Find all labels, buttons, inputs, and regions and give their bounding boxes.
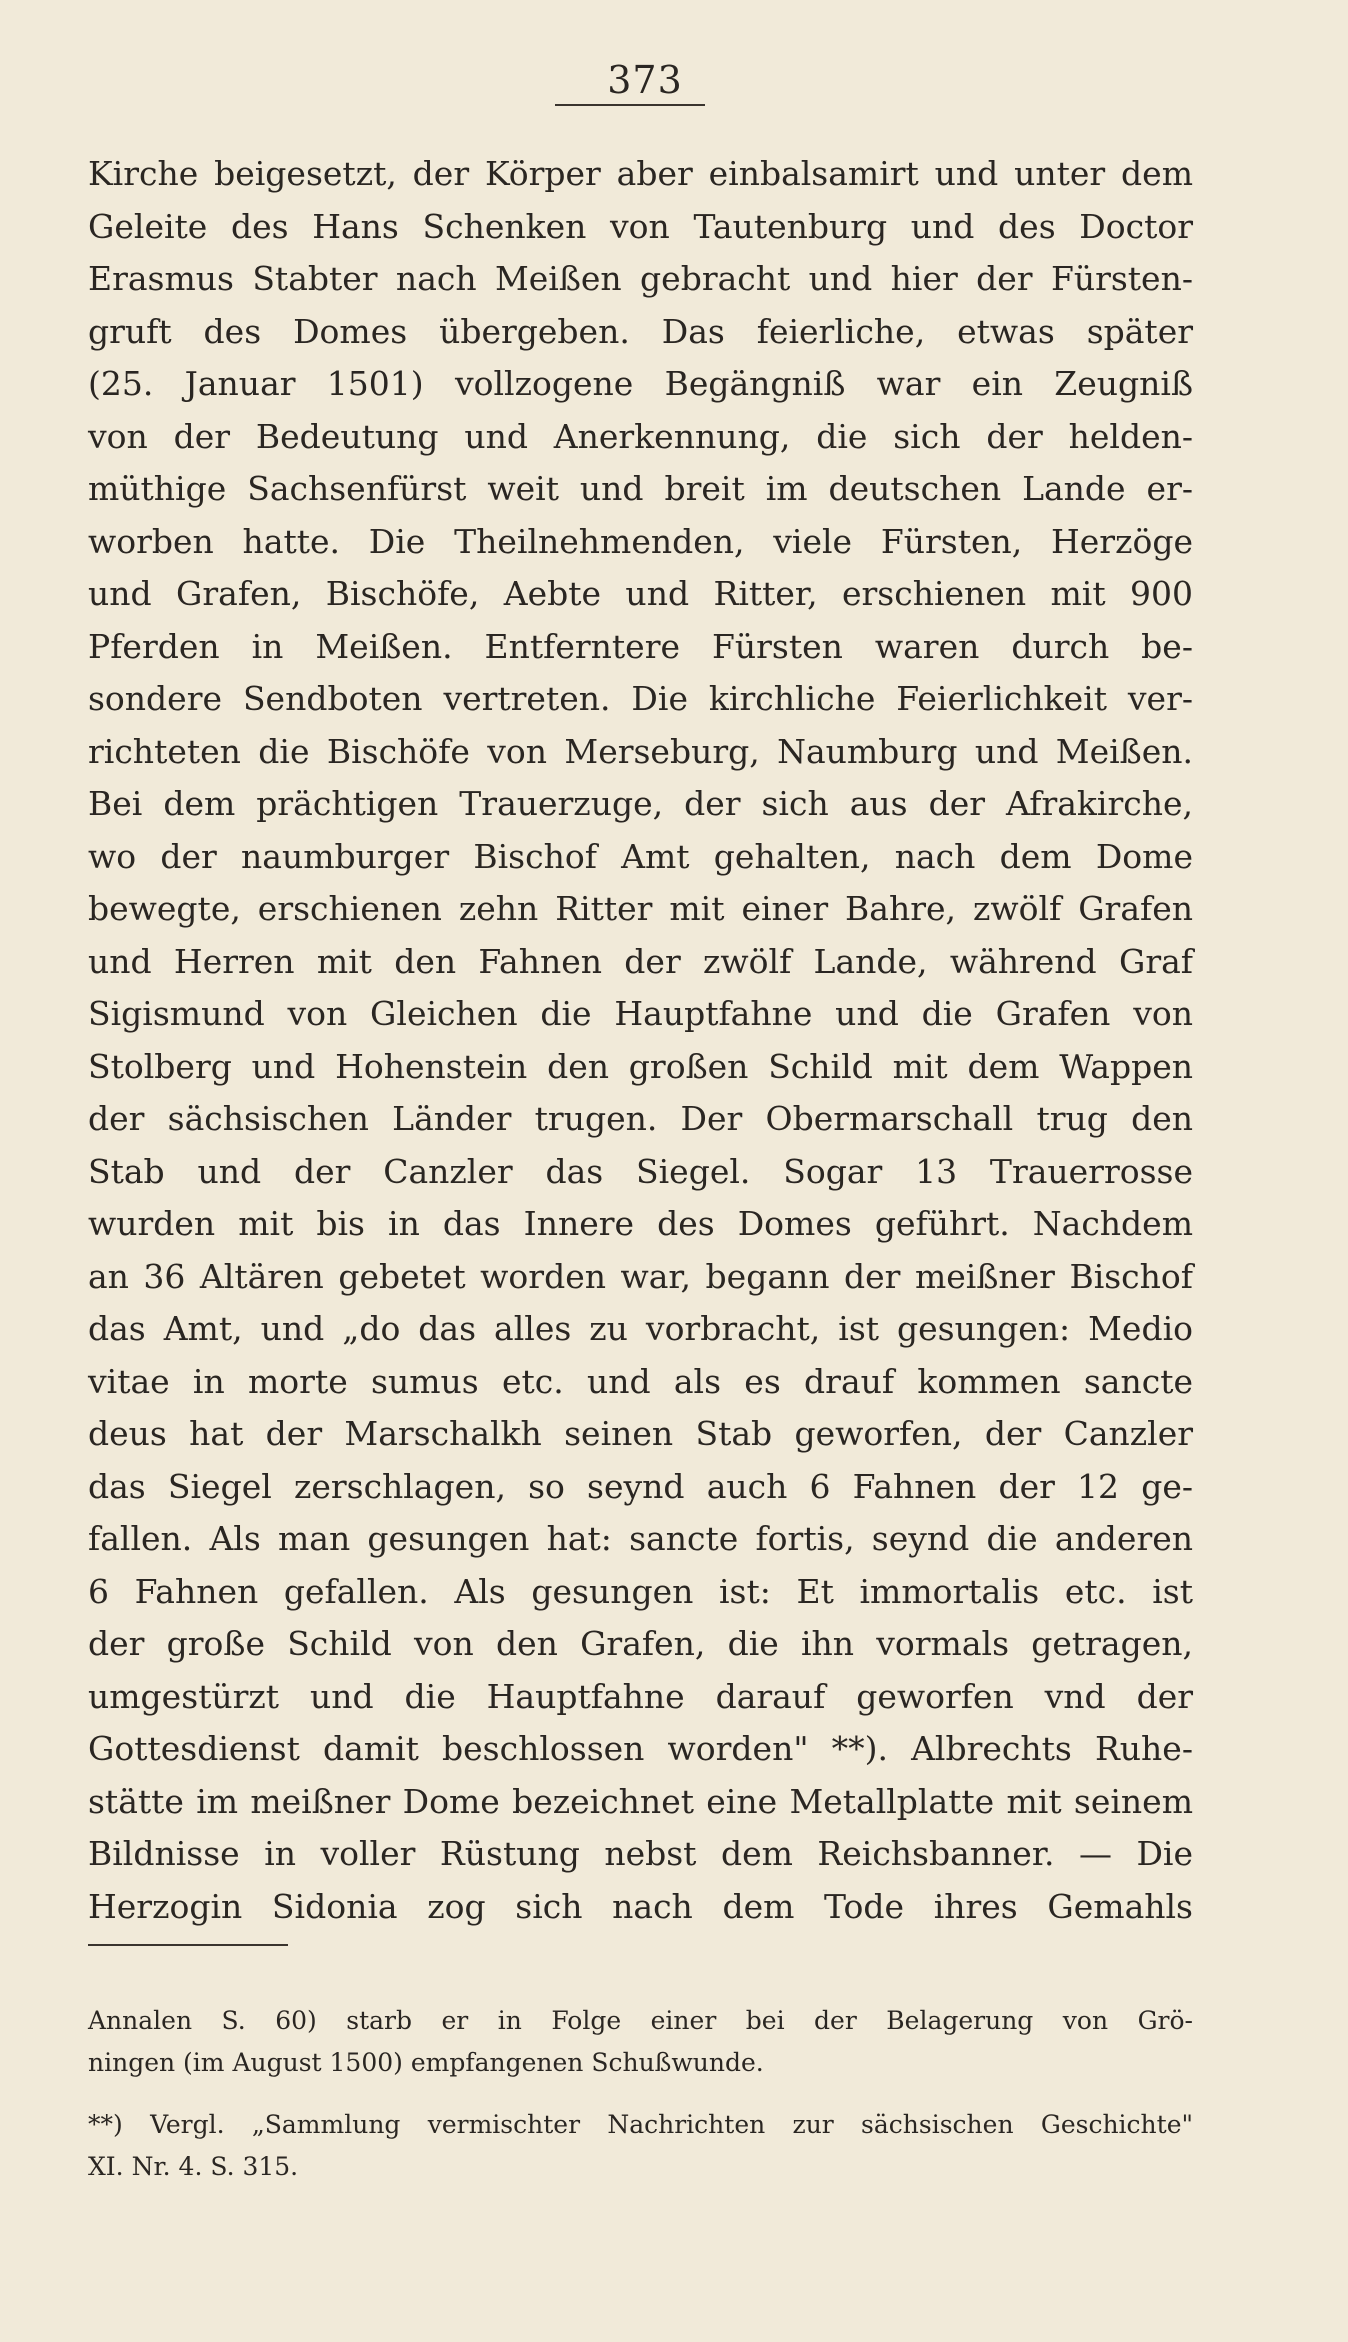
body-line: und Herren mit den Fahnen der zwölf Lande, während Graf: [88, 941, 1193, 981]
body-line: stätte im meißner Dome bezeichnet eine Metallplatte mit seinem: [88, 1781, 1193, 1821]
body-line: sondere Sendboten vertreten. Die kirchliche Feierlichkeit ver-: [88, 679, 1193, 718]
footnote-line: Annalen S. 60) starb er in Folge einer bei der Belagerung von Grö-: [88, 2006, 1193, 2035]
body-line: worben hatte. Die Theilnehmenden, viele Fürsten, Herzöge: [88, 521, 1193, 561]
body-line: Erasmus Stabter nach Meißen gebracht und hier der Fürsten-: [88, 259, 1193, 298]
body-line: Kirche beigesetzt, der Körper aber einbalsamirt und unter dem: [88, 154, 1193, 193]
body-line: Gottesdienst damit beschlossen worden" **). Albrechts Ruhe-: [88, 1729, 1193, 1768]
body-line: Bildnisse in voller Rüstung nebst dem Reichsbanner. — Die: [88, 1834, 1193, 1873]
body-line: gruft des Domes übergeben. Das feierliche, etwas später: [88, 311, 1193, 351]
body-line: und Grafen, Bischöfe, Aebte und Ritter, erschienen mit 900: [88, 574, 1193, 613]
body-line: Stolberg und Hohenstein den großen Schild mit dem Wappen: [88, 1046, 1193, 1086]
body-line: das Siegel zerschlagen, so seynd auch 6 Fahnen der 12 ge-: [88, 1466, 1193, 1506]
footnote-rule: [88, 1944, 288, 1946]
footnote-line: XI. Nr. 4. S. 315.: [88, 2152, 299, 2181]
body-line: Sigismund von Gleichen die Hauptfahne und die Grafen von: [88, 994, 1193, 1033]
body-line: an 36 Altären gebetet worden war, begann der meißner Bischof: [88, 1256, 1193, 1296]
footnotes: [88, 2000, 1193, 2188]
body-line: umgestürzt und die Hauptfahne darauf geworfen vnd der: [88, 1676, 1193, 1716]
body-line: 6 Fahnen gefallen. Als gesungen ist: Et immortalis etc. ist: [88, 1571, 1193, 1611]
body-line: Pferden in Meißen. Entferntere Fürsten waren durch be-: [88, 626, 1193, 666]
footnote-line: **) Vergl. „Sammlung vermischter Nachrichten zur sächsischen Geschichte": [88, 2110, 1193, 2139]
footnote-line: ningen (im August 1500) empfangenen Schußwunde.: [88, 2048, 764, 2077]
body-line: der große Schild von den Grafen, die ihn vormals getragen,: [88, 1624, 1193, 1663]
body-line: müthige Sachsenfürst weit und breit im deutschen Lande er-: [88, 469, 1193, 508]
body-line: deus hat der Marschalkh seinen Stab geworfen, der Canzler: [88, 1414, 1193, 1453]
page-number: 373: [607, 58, 683, 102]
body-line: Herzogin Sidonia zog sich nach dem Tode ihres Gemahls: [88, 1886, 1193, 1926]
body-text: [88, 148, 1193, 1933]
body-line: fallen. Als man gesungen hat: sancte fortis, seynd die anderen: [88, 1519, 1193, 1558]
body-line: von der Bedeutung und Anerkennung, die sich der helden-: [88, 416, 1193, 456]
body-line: wurden mit bis in das Innere des Domes geführt. Nachdem: [88, 1204, 1193, 1243]
body-line: Bei dem prächtigen Trauerzuge, der sich aus der Afrakirche,: [88, 784, 1193, 823]
body-line: das Amt, und „do das alles zu vorbracht, ist gesungen: Medio: [88, 1309, 1193, 1348]
page-number-rule: [555, 104, 705, 106]
body-line: vitae in morte sumus etc. und als es drauf kommen sancte: [88, 1361, 1193, 1401]
body-line: Geleite des Hans Schenken von Tautenburg und des Doctor: [88, 206, 1193, 246]
body-line: wo der naumburger Bischof Amt gehalten, nach dem Dome: [88, 836, 1193, 876]
body-line: Stab und der Canzler das Siegel. Sogar 13 Trauerrosse: [88, 1151, 1193, 1191]
body-line: der sächsischen Länder trugen. Der Obermarschall trug den: [88, 1099, 1193, 1138]
body-line: richteten die Bischöfe von Merseburg, Naumburg und Meißen.: [88, 731, 1193, 771]
body-line: bewegte, erschienen zehn Ritter mit einer Bahre, zwölf Grafen: [88, 889, 1193, 928]
body-line: (25. Januar 1501) vollzogene Begängniß war ein Zeugniß: [88, 364, 1193, 403]
